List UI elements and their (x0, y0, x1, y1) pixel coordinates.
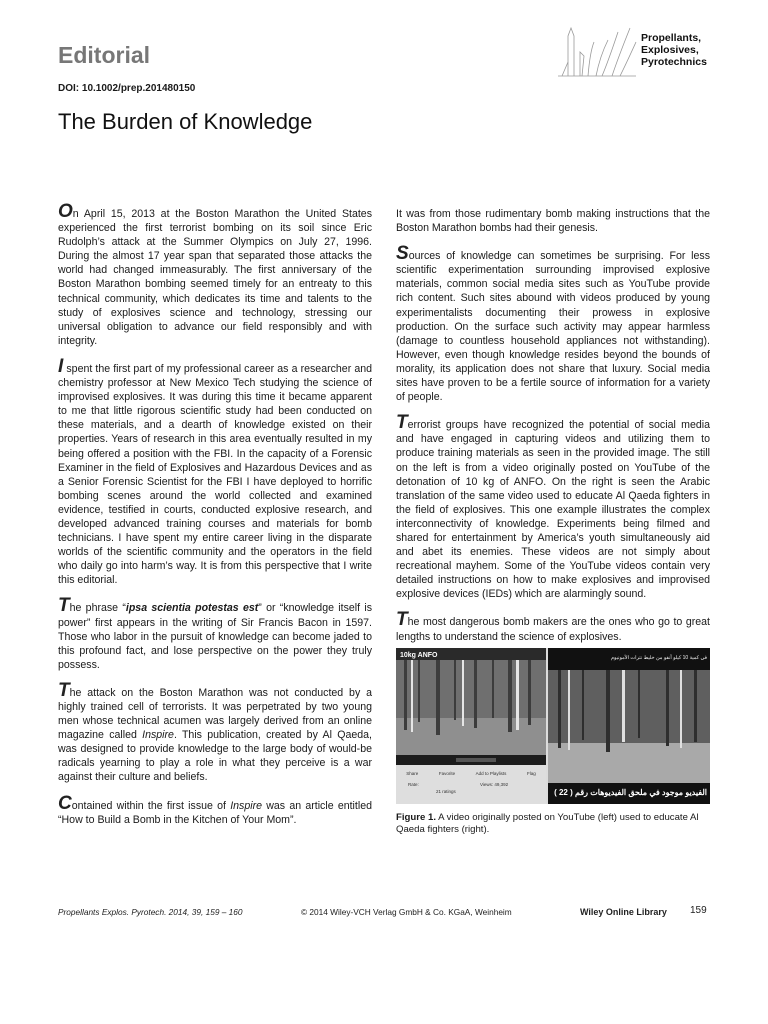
paragraph-text: was an article entitled “How to Build a Bomb in the Kitchen of Your Mom”. (58, 799, 372, 826)
footer-library-link[interactable]: Wiley Online Library (580, 907, 667, 917)
magazine-name: Inspire (230, 799, 263, 812)
journal-name-line: Explosives, (641, 44, 699, 56)
journal-logo-icon (556, 22, 638, 78)
paragraph (58, 355, 372, 588)
page-number: 159 (690, 905, 707, 916)
share-link: Share (406, 770, 419, 776)
journal-name-line: Propellants, (641, 32, 702, 44)
magazine-name: Inspire (142, 729, 174, 742)
playlist-link: Add to Playlists (475, 770, 507, 776)
paragraph (396, 243, 710, 404)
figure-caption-text: A video originally posted on YouTube (left) used to educate Al Qaeda fighters (right). (396, 811, 699, 836)
drop-cap: O (58, 201, 73, 222)
paragraph-text: ources of knowledge can sometimes be surprising. For less scientific experimentation surrounding improvised explosive materials, common social media sites such as YouTube provide rich content. Such sites abound with videos produced by young experimentalists documenting their prowess in explosive production. On the surface such activity may appear harmless (damage to countless household appliances not withstanding). However, even though knowledge resides beyond the bounds of morality, its application does not share that luxury. Social media sites have proven to be a fertile source of information for a variety of people. (396, 250, 710, 404)
youtube-still (396, 648, 546, 804)
paragraph-text: spent the first part of my professional career as a researcher and chemistry professor at New Mexico Tech studying the science of improvised explosives. It was during this time it became apparent to me that little rigorous scientific study had been conducted on these materials, and a dearth of knowledge existed on their properties. Years of research in this area eventually resulted in my being offered a position with the FBI. In the capacity of a Forensic Examiner in the field of Explosives and Hazardous Devices and as a Senior Forensic Scientist for the FBI I have deployed to horrific bombing scenes around the world collected and examined evidence, testified in courts, conducted explosive research, and developed advanced training courses and materials for bomb technicians. I have spent my entire career living in the disparate worlds of the scientific community and the operators in the field who daily go into harm’s way. It is from this perspective that I write this editorial. (58, 362, 372, 587)
doi[interactable]: DOI: 10.1002/prep.201480150 (58, 83, 196, 94)
paragraph-text: n April 15, 2013 at the Boston Marathon the United States experienced the first terrorist bombing on its soil since Eric Rudolph’s attack at the Summer Olympics on July 27, 1996. During the almost 17 year span that separated those attacks the world had changed immeasurably. The first anniversary of the Boston Marathon bombing seemed timely for an entreaty to this technical community, which dedicates its time and talents to the study of explosives science and technology, stressing our universal obligation to advance our field responsibly and with integrity. (58, 208, 372, 347)
paragraph (58, 792, 372, 827)
drop-cap: I (58, 355, 64, 377)
latin-phrase: ipsa scientia potestas est (125, 602, 259, 615)
figure-caption (396, 812, 710, 837)
footer-copyright: © 2014 Wiley-VCH Verlag GmbH & Co. KGaA, Weinheim (301, 907, 512, 917)
footer-citation: Propellants Explos. Pyrotech. 2014, 39, 159 – 160 (58, 907, 243, 917)
drop-cap: S (396, 243, 409, 265)
paragraph-text: ontained within the first issue of (71, 799, 231, 812)
favorite-link: Favorite (438, 770, 456, 776)
paragraph-text: he phrase “ (69, 602, 126, 615)
arabic-overlay-bottom: الفيديو موجود في ملحق الفيديوهات رقم ( 22 ) (554, 787, 707, 797)
journal-name (641, 32, 707, 68)
drop-cap: T (58, 679, 70, 701)
paragraph-text: errorist groups have recognized the potential of social media and have engaged in capturing videos and utilizing them to produce training materials as seen in the provided image. The still on the left is from a video originally posted on YouTube of the detonation of 10 kg of ANFO. On the right is seen the Arabic translation of the same video used to educate Al Qaeda fighters in the field of explosives. This one example illustrates the complex interconnectivity of knowledge. Experiments being filmed and shared for entertainment by America’s youth simultaneously aid and abet its enemies. These videos are not simply about recreational mayhem. Some of the YouTube videos contain very detailed instructions on how to make explosives and improvised explosive devices (IEDs) which are alarmingly sound. (396, 419, 710, 601)
paragraph-text: . This publication, created by Al Qaeda, was designed to provide knowledge to the large body of would-be radicals yearning to play a role in what they perceive is a war against their culture and beliefs. (58, 729, 372, 784)
paragraph-text: It was from those rudimentary bomb making instructions that the Boston Marathon bombs had their genesis. (396, 208, 710, 235)
figure-label: Figure 1. (396, 811, 436, 823)
arabic-overlay-top: في كمية 10 كيلو أنفو من خليط نترات الأمونيوم (610, 654, 707, 661)
drop-cap: C (58, 792, 72, 814)
drop-cap: T (58, 595, 70, 617)
flag-link: Flag (526, 770, 536, 776)
forest-scene-icon (548, 648, 710, 804)
paragraph (396, 609, 710, 643)
journal-name-line: Pyrotechnics (641, 56, 707, 68)
drop-cap: T (396, 609, 408, 631)
rating-label: Rate: (408, 781, 419, 787)
paragraph (58, 595, 372, 671)
arabic-still (548, 648, 710, 804)
figure-image (396, 648, 710, 804)
paragraph (58, 679, 372, 785)
paragraph (396, 207, 710, 235)
section-label: Editorial (58, 42, 151, 68)
paragraph-text: he attack on the Boston Marathon was not conducted by a highly trained cell of terrorists. It was perpetrated by two young men whose technical acumen was largely derived from an online magazine called (58, 686, 372, 742)
video-overlay-label: 10kg ANFO (400, 651, 438, 659)
ratings-count: 21 ratings (436, 788, 456, 794)
paragraph-text: he most dangerous bomb makers are the ones who go to great lengths to understand the science of explosives. (396, 616, 710, 643)
drop-cap: T (396, 412, 408, 434)
article-title: The Burden of Knowledge (58, 109, 313, 134)
right-column (396, 207, 710, 836)
left-column (58, 201, 372, 841)
paragraph-text: ” or “knowledge itself is power” first appears in the writing of Sir Francis Bacon in 1597. Those who labor in the pursuit of knowledge can become jaded to this profound fact, and lose perspective on the power they truly possess. (58, 602, 372, 671)
paragraph (396, 412, 710, 601)
paragraph (58, 201, 372, 348)
views-count: Views: 49,392 (480, 781, 509, 787)
